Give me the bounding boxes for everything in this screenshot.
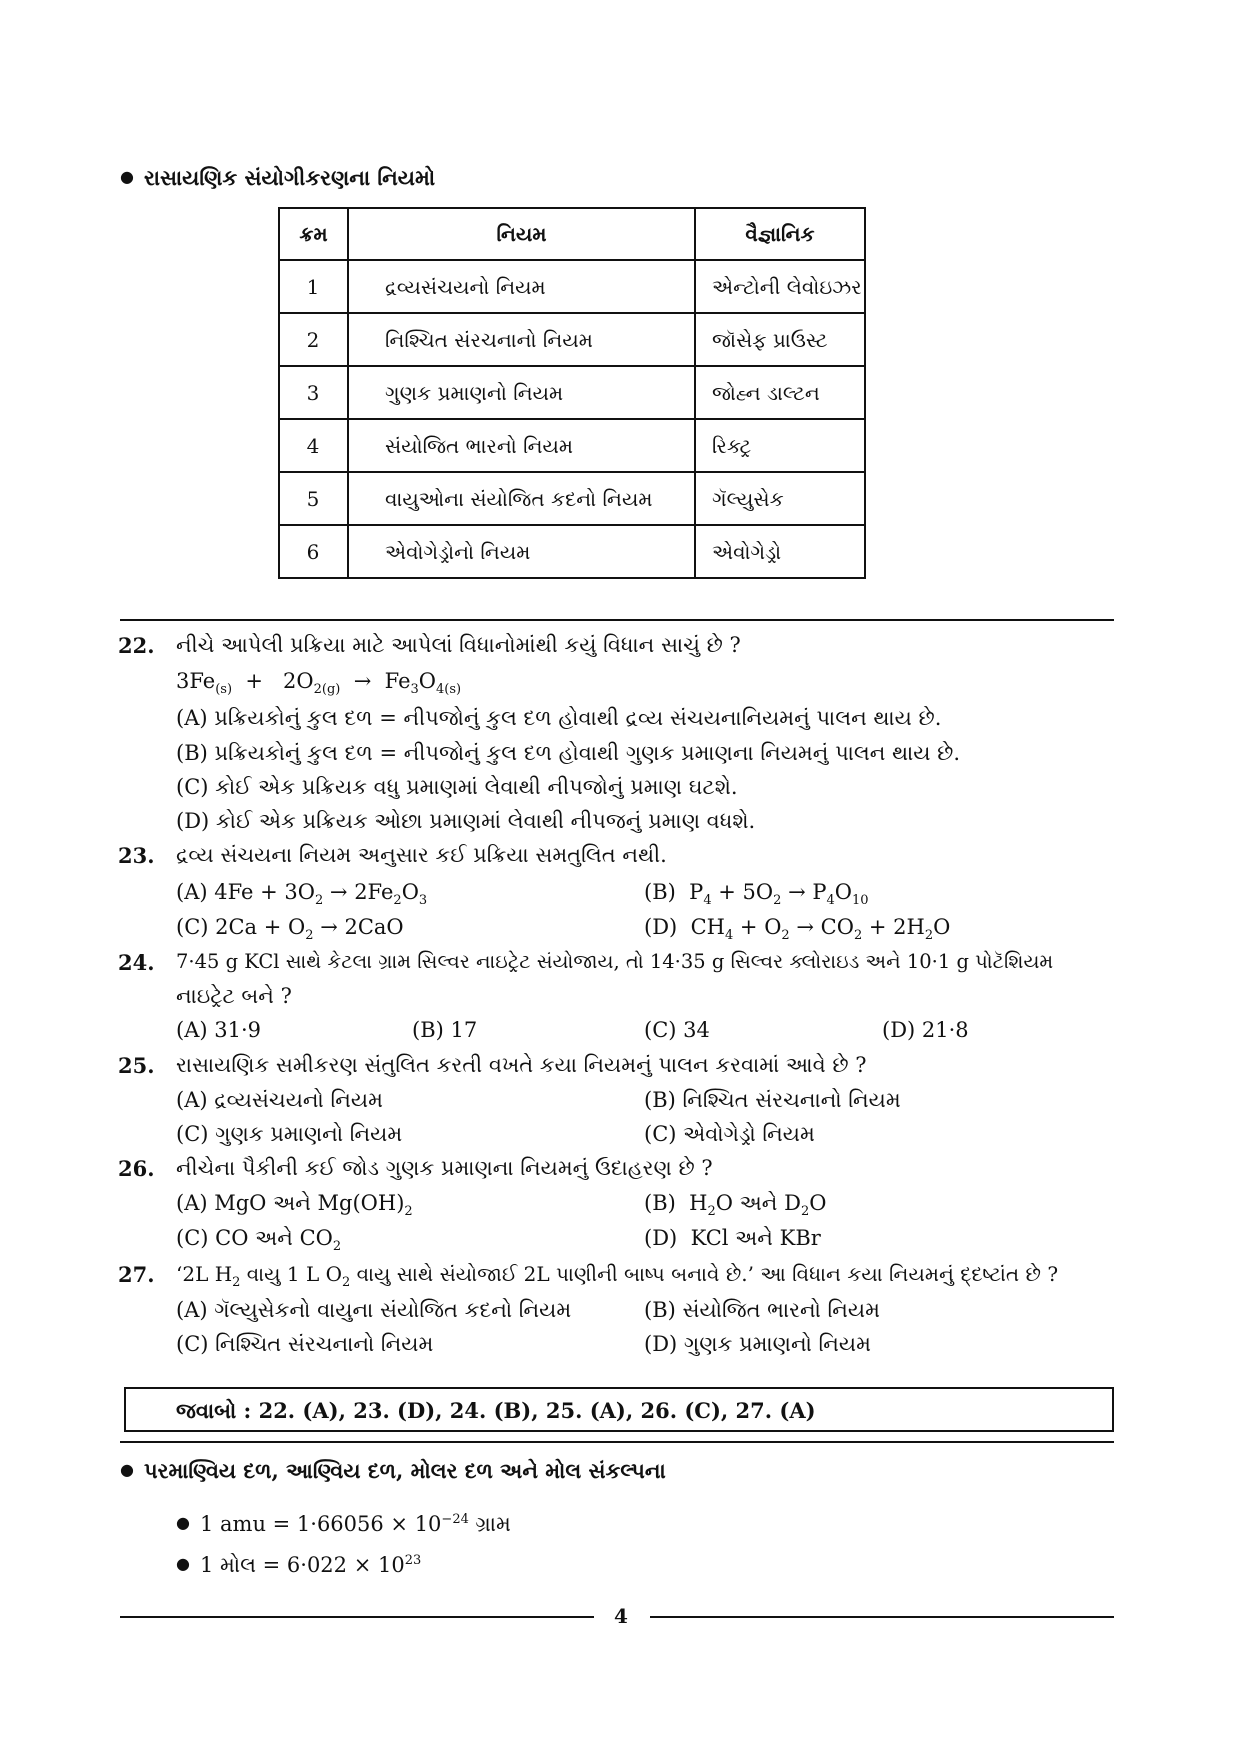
question-text: 7·45 g KCl સાથે કેટલા ગ્રામ સિલ્વર નાઇટ્રેટ સંયોજાય, તો 14·35 g સિલ્વર ક્લોરાઇડ અને 10·1 g પોટૅશિયમ bbox=[176, 950, 1054, 973]
option: (A) $4Fe + 3O_2 \to 2Fe_2O_3$ bbox=[176, 880, 428, 909]
footer-rule-left bbox=[120, 1616, 594, 1618]
laws-table bbox=[278, 207, 866, 579]
question-text-cont: નાઇટ્રેટ બને ? bbox=[176, 984, 292, 1008]
table-cell-scientist: જોહ્ન ડાલ્ટન bbox=[695, 366, 865, 419]
bullet-icon: ● bbox=[176, 1513, 190, 1532]
table-row bbox=[279, 366, 865, 419]
option: (A) દ્રવ્યસંચયનો નિયમ bbox=[176, 1088, 383, 1112]
option: (D) KCl અને KBr bbox=[644, 1226, 821, 1250]
question-number: 25. bbox=[118, 1053, 155, 1078]
question-number: 26. bbox=[118, 1156, 155, 1181]
option: (C) $2Ca + O_2 \to 2CaO$ bbox=[176, 915, 404, 944]
table-row bbox=[279, 313, 865, 366]
option: (D) 21·8 bbox=[882, 1018, 969, 1042]
table-cell-law: નિશ્ચિત સંરચનાનો નિયમ bbox=[348, 313, 695, 366]
question-text: નીચેના પૈકીની કઈ જોડ ગુણક પ્રમાણના નિયમનું ઉદાહરણ છે ? bbox=[176, 1156, 713, 1180]
table-cell-serial: 6 bbox=[279, 525, 348, 578]
section-heading-laws bbox=[120, 165, 435, 191]
table-cell-law: ગુણક પ્રમાણનો નિયમ bbox=[348, 366, 695, 419]
table-cell-serial: 2 bbox=[279, 313, 348, 366]
option: (A) MgO અને $Mg(OH)_2$ bbox=[176, 1191, 413, 1220]
answers-text: જવાબો : 22. (A), 23. (D), 24. (B), 25. (A), 26. (C), 27. (A) bbox=[176, 1398, 816, 1423]
section-heading-mole bbox=[120, 1458, 666, 1484]
option: (C) CO અને $CO_2$ bbox=[176, 1226, 342, 1255]
page-number: 4 bbox=[614, 1604, 628, 1628]
question-number: 22. bbox=[118, 633, 155, 658]
table-cell-scientist: એવોગેડ્રો bbox=[695, 525, 865, 578]
option: (B) નિશ્ચિત સંરચનાનો નિયમ bbox=[644, 1088, 901, 1112]
table-cell-serial: 1 bbox=[279, 260, 348, 313]
table-cell-scientist: ગૅલ્યુસેક bbox=[695, 472, 865, 525]
table-row bbox=[279, 525, 865, 578]
footer-rule-right bbox=[650, 1616, 1114, 1618]
option: (A) ગૅલ્યુસેકનો વાયુના સંયોજિત કદનો નિયમ bbox=[176, 1298, 572, 1322]
question-equation: $3Fe_{(s)} + 2O_{2(g)} \to Fe_3O_{4(s)}$ bbox=[176, 669, 462, 698]
question-text: દ્રવ્ય સંચયના નિયમ અનુસાર કઈ પ્રક્રિયા સમતુલિત નથી. bbox=[176, 843, 667, 867]
table-cell-serial: 3 bbox=[279, 366, 348, 419]
option: (C) નિશ્ચિત સંરચનાનો નિયમ bbox=[176, 1332, 434, 1356]
table-cell-scientist: રિક્ટ્ર bbox=[695, 419, 865, 472]
table-row bbox=[279, 472, 865, 525]
bullet-icon: ● bbox=[176, 1554, 190, 1573]
table-cell-law: વાયુઓના સંયોજિત કદનો નિયમ bbox=[348, 472, 695, 525]
option: (C) 34 bbox=[644, 1018, 710, 1042]
table-row bbox=[279, 419, 865, 472]
option: (B) પ્રક્રિયકોનું કુલ દળ = નીપજોનું કુલ દળ હોવાથી ગુણક પ્રમાણના નિયમનું પાલન થાય છે. bbox=[176, 741, 961, 765]
table-header-row bbox=[279, 208, 865, 260]
option: (A) પ્રક્રિયકોનું કુલ દળ = નીપજોનું કુલ દળ હોવાથી દ્રવ્ય સંચયનાનિયમનું પાલન થાય છે. bbox=[176, 706, 942, 730]
question-text: નીચે આપેલી પ્રક્રિયા માટે આપેલાં વિધાનોમાંથી કયું વિધાન સાચું છે ? bbox=[176, 633, 741, 657]
divider bbox=[120, 619, 1114, 621]
option: (D) $CH_4 + O_2 \to CO_2 + 2H_2O$ bbox=[644, 915, 951, 944]
bullet-icon: ● bbox=[120, 167, 134, 186]
option: (D) ગુણક પ્રમાણનો નિયમ bbox=[644, 1332, 871, 1356]
section-heading-text: પરમાણ્વિય દળ, આણ્વિય દળ, મોલર દળ અને મોલ સંકલ્પના bbox=[143, 1458, 666, 1483]
table-header-law: નિયમ bbox=[348, 208, 695, 260]
question-number: 23. bbox=[118, 843, 155, 868]
table-cell-serial: 5 bbox=[279, 472, 348, 525]
point-amu: ● 1 amu = $1\cdot 66056 \times 10^{-24}$ ગ્રામ bbox=[176, 1512, 511, 1536]
option: (C) ગુણક પ્રમાણનો નિયમ bbox=[176, 1122, 403, 1146]
option: (B) 17 bbox=[412, 1018, 478, 1042]
option: (B) $H_2O$ અને $D_2O$ bbox=[644, 1191, 827, 1220]
table-cell-scientist: એન્ટોની લેવોઇઝર bbox=[695, 260, 865, 313]
table-cell-law: એવોગેડ્રોનો નિયમ bbox=[348, 525, 695, 578]
option: (C) એવોગેડ્રો નિયમ bbox=[644, 1122, 815, 1146]
option: (B) $P_4 + 5O_2 \to P_4O_{10}$ bbox=[644, 880, 869, 909]
table-cell-serial: 4 bbox=[279, 419, 348, 472]
option: (D) કોઈ એક પ્રક્રિયક ઓછા પ્રમાણમાં લેવાથી નીપજનું પ્રમાણ વધશે. bbox=[176, 809, 756, 833]
table-cell-law: દ્રવ્યસંચયનો નિયમ bbox=[348, 260, 695, 313]
option: (C) કોઈ એક પ્રક્રિયક વધુ પ્રમાણમાં લેવાથી નીપજોનું પ્રમાણ ઘટશે. bbox=[176, 775, 738, 799]
table-cell-law: સંયોજિત ભારનો નિયમ bbox=[348, 419, 695, 472]
bullet-icon: ● bbox=[120, 1460, 134, 1479]
table-cell-scientist: જૉસેફ પ્રાઉસ્ટ bbox=[695, 313, 865, 366]
option: (A) 31·9 bbox=[176, 1018, 261, 1042]
table-header-scientist: વૈજ્ઞાનિક bbox=[695, 208, 865, 260]
option: (B) સંયોજિત ભારનો નિયમ bbox=[644, 1298, 880, 1322]
section-heading-text: રાસાયણિક સંયોગીકરણના નિયમો bbox=[143, 165, 436, 190]
answers-box bbox=[124, 1387, 1114, 1432]
table-header-serial: ક્રમ bbox=[279, 208, 348, 260]
question-number: 24. bbox=[118, 950, 155, 975]
question-text: રાસાયણિક સમીકરણ સંતુલિત કરતી વખતે કયા નિયમનું પાલન કરવામાં આવે છે ? bbox=[176, 1053, 867, 1077]
divider bbox=[120, 1441, 1114, 1443]
table-row bbox=[279, 260, 865, 313]
question-text: ‘2L $H_2$ વાયુ 1 L $O_2$ વાયુ સાથે સંયોજાઈ 2L પાણીની બાષ્પ બનાવે છે.’ આ વિધાન કયા નિયમનું દ્દષ્ટાંત છે ? bbox=[176, 1262, 1059, 1290]
point-mole: ● 1 મોલ = $6\cdot 022 \times 10^{23}$ bbox=[176, 1553, 422, 1577]
question-number: 27. bbox=[118, 1262, 155, 1287]
